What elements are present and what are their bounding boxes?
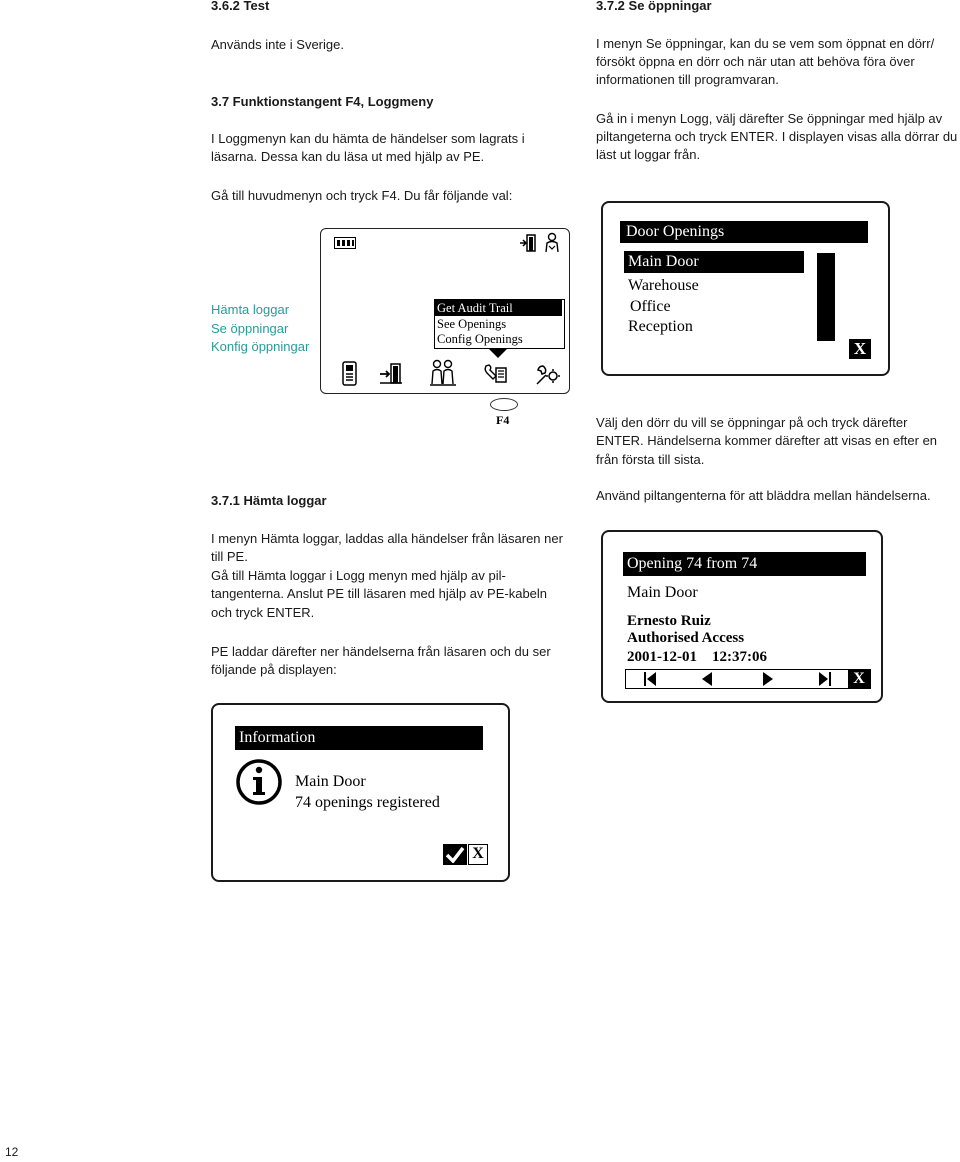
door-entry-icon	[519, 233, 537, 253]
first-icon[interactable]	[644, 672, 656, 686]
menu-item-get-audit-trail[interactable]: Get Audit Trail	[435, 300, 562, 316]
f4-key[interactable]	[490, 398, 518, 411]
info-door-name: Main Door	[295, 773, 366, 790]
door-name: Main Door	[627, 584, 698, 601]
paragraph-line: till PE.	[211, 549, 248, 564]
checkmark-icon	[445, 846, 465, 863]
paragraph: Används inte i Sverige.	[211, 37, 344, 52]
screen-title-bar: Information	[235, 726, 483, 750]
paragraph-line: PE laddar därefter ner händelserna från läsaren och du ser	[211, 644, 551, 659]
door-list-item[interactable]: Reception	[628, 318, 693, 335]
scroll-down-indicator-icon	[489, 349, 507, 359]
close-button[interactable]: X	[848, 670, 870, 688]
section-heading-3-7-2: 3.7.2 Se öppningar	[596, 0, 712, 13]
paragraph-line: från första till sista.	[596, 452, 705, 467]
paragraph-line: Gå in i menyn Logg, välj därefter Se öppningar med hjälp av	[596, 111, 943, 126]
paragraph-line: I menyn Hämta loggar, laddas alla händelser från läsaren ner	[211, 531, 563, 546]
access-status: Authorised Access	[627, 630, 745, 646]
paragraph-line: ENTER. Händelserna kommer därefter att visas en efter en	[596, 433, 938, 448]
option-label-konfig-oppningar: Konfig öppningar	[211, 339, 310, 354]
door-list-item-selected[interactable]: Main Door	[624, 251, 804, 273]
settings-tools-icon[interactable]	[533, 362, 561, 386]
instruction-text: Gå till huvudmenyn och tryck F4. Du får följande val:	[211, 188, 513, 203]
option-label-se-oppningar: Se öppningar	[211, 321, 289, 336]
next-icon[interactable]	[763, 672, 773, 686]
opening-detail-screen	[601, 530, 883, 703]
timestamp: 2001-12-01 12:37:06	[627, 649, 767, 665]
screen-title-bar: Opening 74 from 74	[623, 552, 866, 576]
option-label-hamta-loggar: Hämta loggar	[211, 302, 290, 317]
paragraph-line: I menyn Se öppningar, kan du se vem som öppnat en dörr/	[596, 36, 935, 51]
door-entry-icon[interactable]	[379, 363, 403, 385]
scrollbar[interactable]	[817, 253, 835, 341]
paragraph-line: läst ut loggar från.	[596, 147, 701, 162]
battery-icon	[334, 237, 356, 249]
menu-item-see-openings[interactable]: See Openings	[437, 317, 507, 331]
door-openings-screen	[601, 201, 890, 376]
last-icon[interactable]	[819, 672, 831, 686]
paragraph-line: Använd piltangenterna för att bläddra mellan händelserna.	[596, 488, 931, 503]
close-button[interactable]: X	[849, 339, 871, 359]
door-list-item[interactable]: Office	[630, 298, 671, 315]
paragraph-line: piltangeterna och tryck ENTER. I displayen visas alla dörrar du	[596, 129, 958, 144]
section-heading-3-7: 3.7 Funktionstangent F4, Loggmeny	[211, 94, 434, 109]
info-icon	[235, 758, 283, 806]
confirm-button[interactable]	[443, 844, 467, 865]
paragraph-line: informationen till programvaran.	[596, 72, 779, 87]
person-name: Ernesto Ruiz	[627, 613, 711, 629]
navigation-bar	[625, 669, 871, 689]
users-icon[interactable]	[429, 359, 457, 387]
previous-icon[interactable]	[702, 672, 712, 686]
section-heading-3-7-1: 3.7.1 Hämta loggar	[211, 493, 327, 508]
paragraph-line: Gå till Hämta loggar i Logg menyn med hjälp av pil-	[211, 568, 506, 583]
screen-title-bar: Door Openings	[620, 221, 868, 243]
close-button[interactable]: X	[468, 844, 488, 865]
menu-item-config-openings[interactable]: Config Openings	[437, 332, 523, 346]
paragraph-line: och tryck ENTER.	[211, 605, 315, 620]
log-menu-screen	[320, 228, 570, 394]
paragraph-line: Välj den dörr du vill se öppningar på och tryck därefter	[596, 415, 908, 430]
page-number: 12	[5, 1145, 19, 1159]
device-icon[interactable]	[341, 361, 359, 387]
information-screen	[211, 703, 510, 882]
section-heading-3-6-2: 3.6.2 Test	[211, 0, 270, 13]
paragraph-line: läsarna. Dessa kan du läsa ut med hjälp av PE.	[211, 149, 485, 164]
paragraph-line: följande på displayen:	[211, 662, 337, 677]
log-tools-icon[interactable]	[483, 362, 509, 386]
paragraph-line: I Loggmenyn kan du hämta de händelser som lagrats i	[211, 131, 525, 146]
log-menu-list	[434, 299, 565, 349]
f4-key-label: F4	[496, 413, 510, 427]
user-icon	[543, 232, 561, 254]
door-list-item[interactable]: Warehouse	[628, 277, 699, 294]
info-openings-count: 74 openings registered	[295, 794, 440, 811]
paragraph-line: försökt öppna en dörr och när utan att behöva föra över	[596, 54, 915, 69]
paragraph-line: tangenterna. Anslut PE till läsaren med hjälp av PE-kabeln	[211, 586, 548, 601]
